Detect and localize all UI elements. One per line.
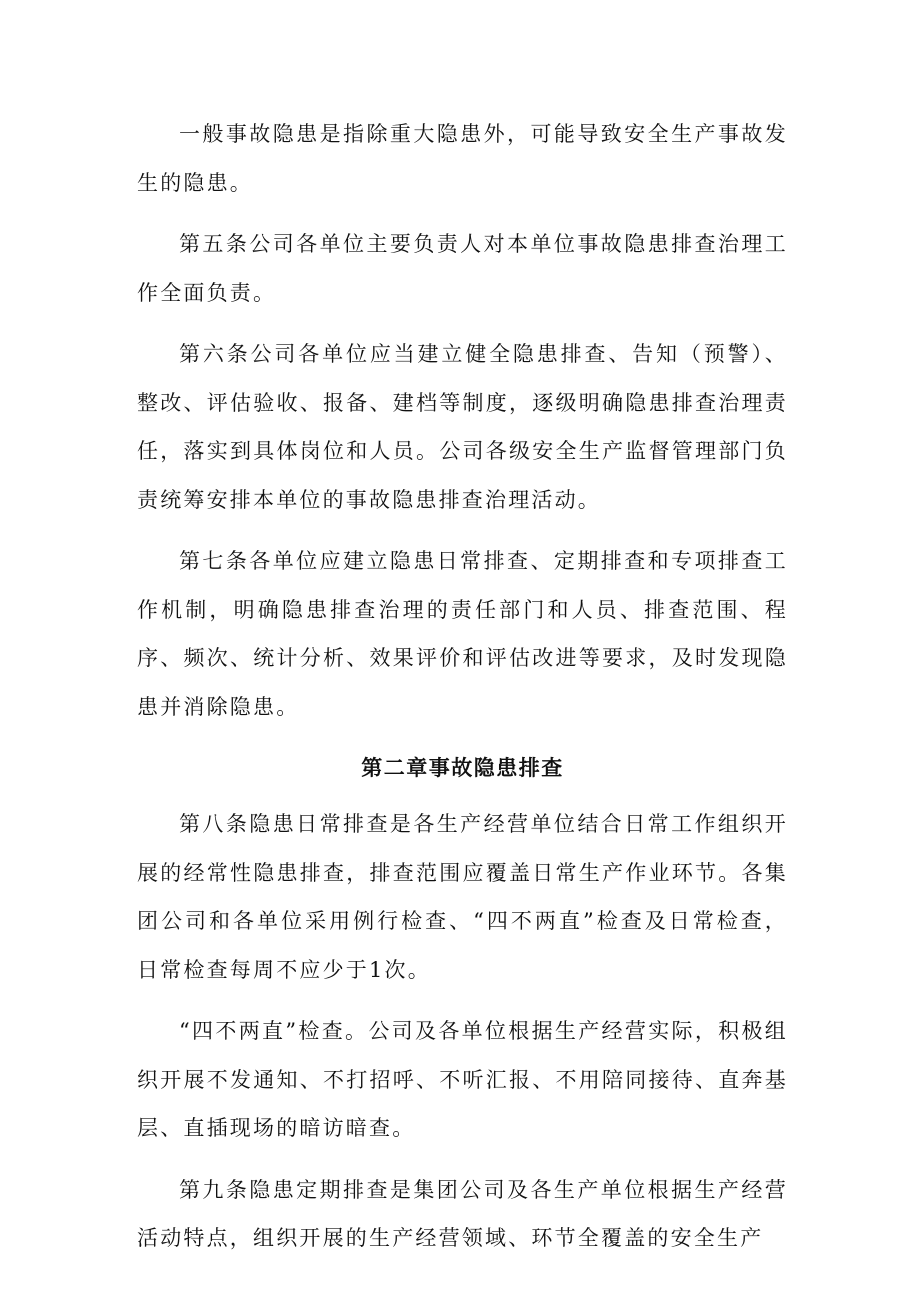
paragraph-article-9: 第九条隐患定期排查是集团公司及各生产单位根据生产经营活动特点，组织开展的生产经营领域、环节全覆盖的安全生产 (137, 1177, 788, 1250)
chapter-heading: 第二章事故隐患排查 (361, 756, 564, 780)
paragraph-article-5: 第五条公司各单位主要负责人对本单位事故隐患排查治理工作全面负责。 (137, 232, 788, 305)
paragraph-four-nos-two-directs: “四不两直”检查。公司及各单位根据生产经营实际，积极组织开展不发通知、不打招呼、不听汇报、不用陪同接待、直奔基层、直插现场的暗访暗查。 (137, 1019, 788, 1140)
paragraph-article-6: 第六条公司各单位应当建立健全隐患排查、告知（预警）、整改、评估验收、报备、建档等制度，逐级明确隐患排查治理责任，落实到具体岗位和人员。公司各级安全生产监督管理部门负责统筹安排本单位的事故隐患排查治理活动。 (137, 342, 788, 512)
paragraph-article-7: 第七条各单位应建立隐患日常排查、定期排查和专项排查工作机制，明确隐患排查治理的责任部门和人员、排查范围、程序、频次、统计分析、效果评价和评估改进等要求，及时发现隐患并消除隐患。 (137, 549, 788, 719)
paragraph-article-8: 第八条隐患日常排查是各生产经营单位结合日常工作组织开展的经常性隐患排查，排查范围应覆盖日常生产作业环节。各集团公司和各单位采用例行检查、“四不两直”检查及日常检查，日常检查每周不应少于1次。 (137, 812, 788, 982)
paragraph-general-hazard: 一般事故隐患是指除重大隐患外，可能导致安全生产事故发生的隐患。 (137, 122, 788, 195)
